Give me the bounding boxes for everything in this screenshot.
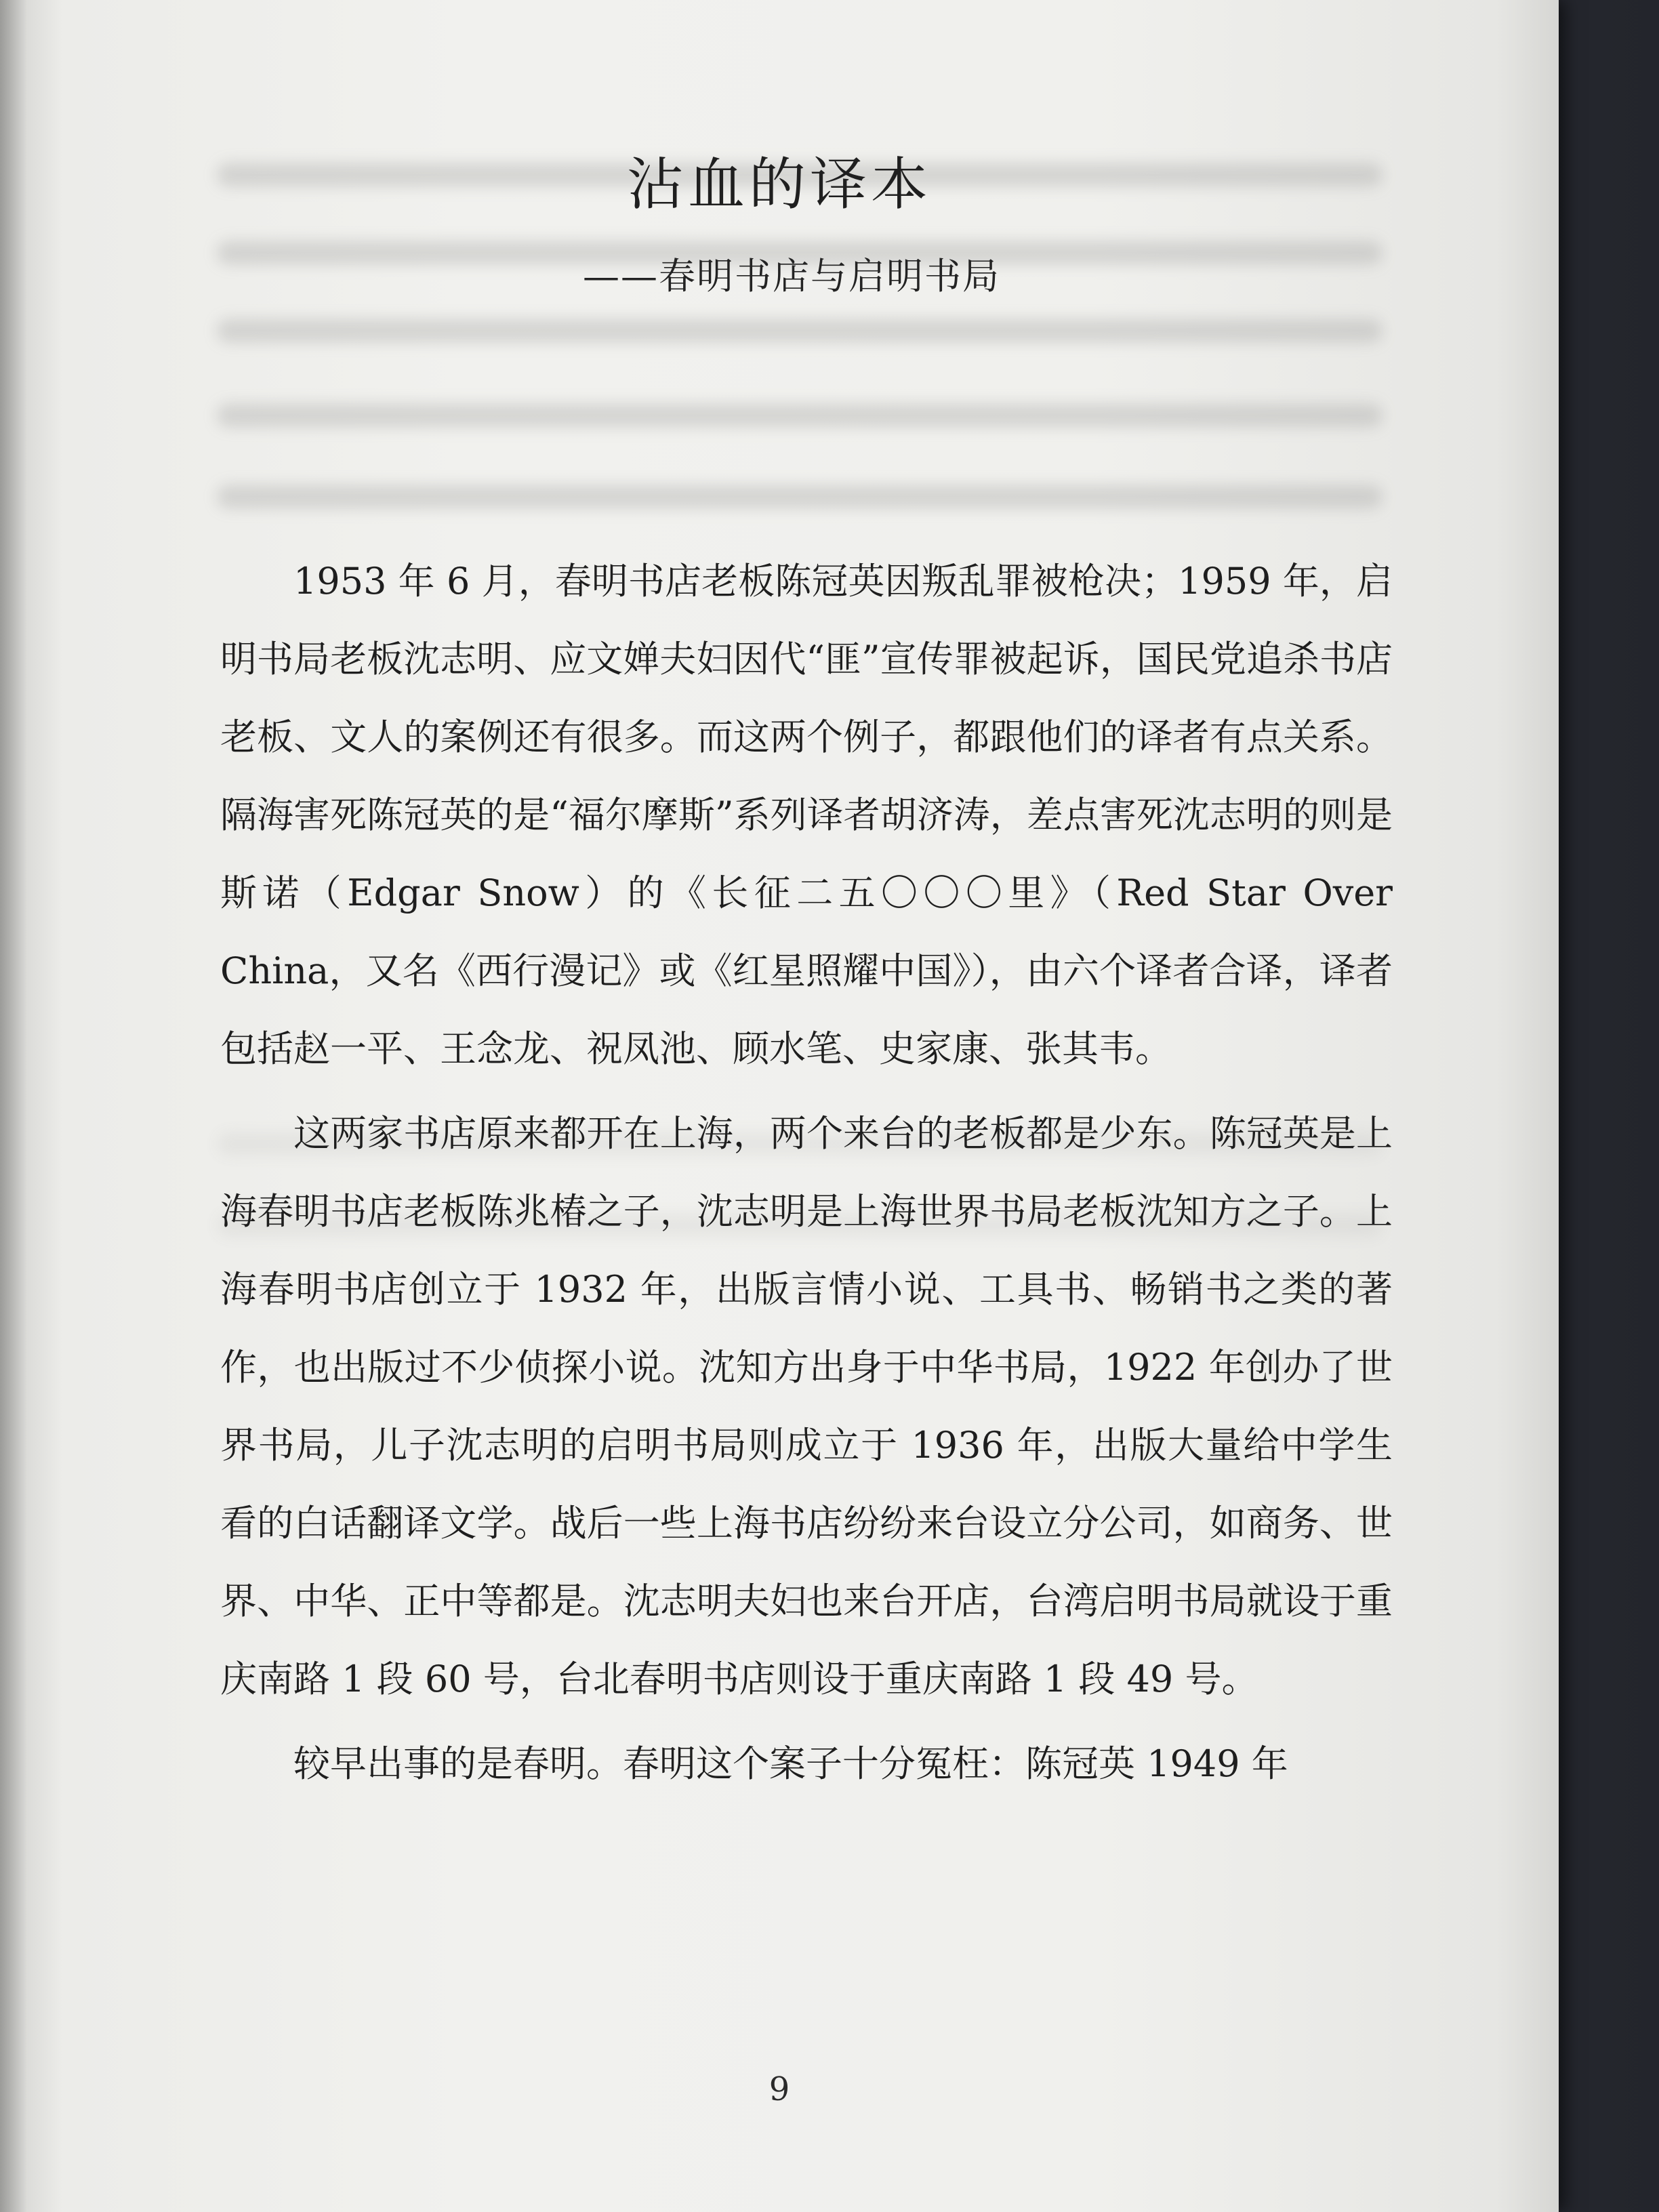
show-through-line [217, 319, 1382, 343]
paragraph-2: 这两家书店原来都开在上海，两个来台的老板都是少东。陈冠英是上海春明书店老板陈兆椿之子，沈志明是上海世界书局老板沈知方之子。上海春明书店创立于 1932 年，出版言情小说、工具书、畅销书之类的著作，也出版过不少侦探小说。沈知方出身于中华书局，1922 年创办了世界书局，儿子沈志明的启明书局则成立于 1936 年，出版大量给中学生看的白话翻译文学。战后一些上海书店纷纷来台设立分公司，如商务、世界、中华、正中等都是。沈志明夫妇也来台开店，台湾启明书局就设于重庆南路 1 段 60 号，台北春明书店则设于重庆南路 1 段 49 号。 [220, 1112, 1393, 1700]
page-number: 9 [769, 2070, 790, 2108]
paragraph-3: 较早出事的是春明。春明这个案子十分冤枉：陈冠英 1949 年 [293, 1742, 1288, 1785]
body-text [220, 542, 1393, 1809]
chapter-subtitle: ——春明书店与启明书局 [583, 255, 1000, 298]
paragraph-1: 1953 年 6 月，春明书店老板陈冠英因叛乱罪被枪决；1959 年，启明书局老板沈志明、应文婵夫妇因代“匪”宣传罪被起诉，国民党追杀书店老板、文人的案例还有很多。而这两个例子，都跟他们的译者有点关系。隔海害死陈冠英的是“福尔摩斯”系列译者胡济涛，差点害死沈志明的则是斯诺（Edgar Snow）的《长征二五〇〇〇里》（Red Star Over China，又名《西行漫记》或《红星照耀中国》），由六个译者合译，译者包括赵一平、王念龙、祝凤池、顾水笔、史家康、张其韦。 [220, 560, 1393, 1070]
chapter-title: 沾血的译本 [626, 151, 932, 218]
show-through-line [217, 403, 1382, 428]
spine-shadow [0, 0, 27, 2212]
show-through-line [217, 485, 1382, 509]
